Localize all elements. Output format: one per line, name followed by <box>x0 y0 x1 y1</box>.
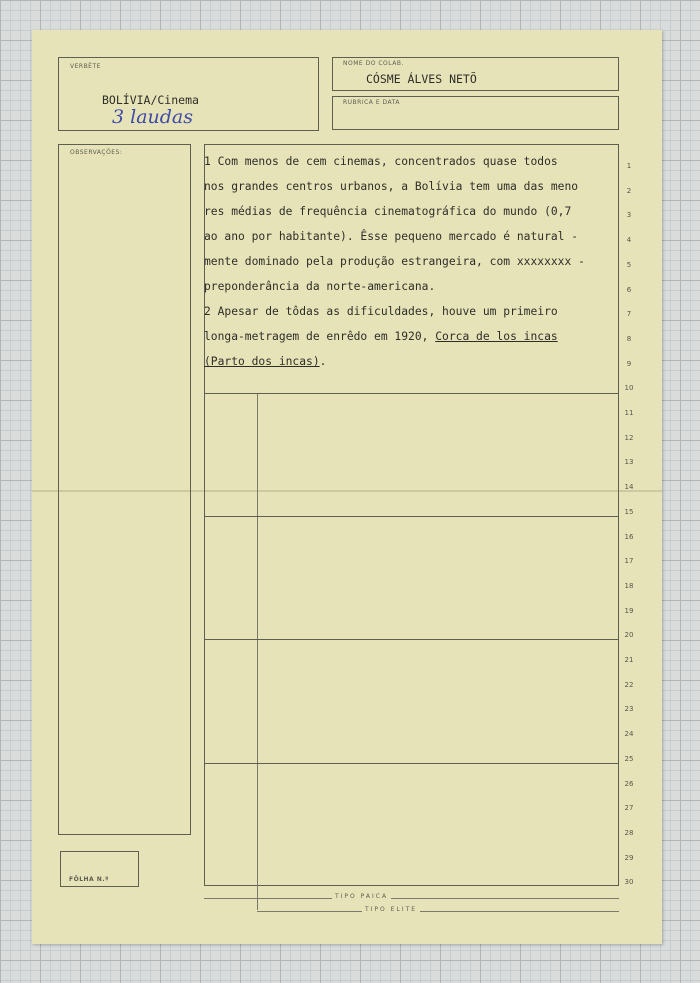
line-number: 17 <box>624 557 634 566</box>
verbete-label: VERBÊTE <box>70 63 101 70</box>
line-number: 7 <box>626 310 632 319</box>
line-number: 10 <box>624 384 634 393</box>
line-number: 12 <box>624 433 634 442</box>
line-number: 1 <box>626 162 632 170</box>
tipo-paica-label: TIPO PAICA <box>332 893 391 900</box>
text-line-6: preponderância da norte-americana. <box>204 280 436 293</box>
verbete-handwriting: 3 laudas <box>112 106 194 128</box>
section-divider-4 <box>204 763 619 764</box>
text-line-2: nos grandes centros urbanos, a Bolívia tem uma das meno <box>204 180 579 193</box>
line-number: 2 <box>626 186 632 195</box>
line-number: 24 <box>624 730 634 739</box>
line-number: 23 <box>624 705 634 714</box>
line-number: 20 <box>624 631 634 640</box>
text-line-5: mente dominado pela produção estrangeira, com xxxxxxxx - <box>204 255 585 268</box>
text-line-1: 1 Com menos de cem cinemas, concentrados quase todos <box>204 155 558 168</box>
author-label: NOME DO COLAB. <box>343 60 404 67</box>
film-title-translation: (Parto dos incas) <box>204 355 320 368</box>
text-line-9 <box>204 355 326 368</box>
tipo-paica-rule <box>204 898 619 899</box>
observacoes-box <box>58 144 191 835</box>
section-divider-1 <box>204 393 619 394</box>
author-value: CÓSME ÁLVES NETÕ <box>366 72 477 86</box>
line-number: 29 <box>624 853 634 862</box>
line-number: 3 <box>626 211 632 220</box>
observacoes-label: OBSERVAÇÕES: <box>70 149 123 156</box>
text-line-3: res médias de frequência cinematográfica do mundo (0,7 <box>204 205 572 218</box>
section-divider-2 <box>204 516 619 517</box>
verbete-value: BOLÍVIA/Cinema <box>102 93 199 107</box>
line-number: 14 <box>624 483 634 492</box>
folha-label: FÔLHA N.º <box>69 876 109 883</box>
section-divider-3 <box>204 639 619 640</box>
line-number: 16 <box>624 532 634 541</box>
tipo-elite-rule <box>257 911 619 912</box>
line-number: 22 <box>624 680 634 689</box>
rubrica-label: RUBRICA E DATA <box>343 99 400 106</box>
line-number: 11 <box>624 409 634 417</box>
text-line-4: ao ano por habitante). Êsse pequeno mercado é natural - <box>204 230 579 243</box>
line-number: 6 <box>626 285 632 294</box>
text-line-8 <box>204 330 558 343</box>
line-number: 18 <box>624 581 634 590</box>
text-line-7: 2 Apesar de tôdas as dificuldades, houve um primeiro <box>204 305 558 318</box>
line-number: 5 <box>626 260 632 269</box>
text-line-8-prefix: longa-metragem de enrêdo em 1920, <box>204 330 436 343</box>
line-number: 25 <box>624 754 634 763</box>
line-number: 19 <box>624 606 634 615</box>
film-title-original: Corca de los incas <box>435 330 558 343</box>
line-number: 13 <box>624 458 634 467</box>
line-number: 28 <box>624 828 634 837</box>
line-number: 30 <box>624 878 634 887</box>
line-number: 9 <box>626 359 632 368</box>
margin-guide <box>257 394 258 910</box>
line-number: 26 <box>624 779 634 788</box>
line-number: 4 <box>626 236 632 245</box>
line-number: 21 <box>624 656 634 664</box>
line-number: 15 <box>624 507 634 516</box>
text-line-9-suffix: . <box>319 355 327 368</box>
line-number: 8 <box>626 334 632 343</box>
tipo-elite-label: TIPO ELITE <box>362 906 420 913</box>
line-number: 27 <box>624 804 634 813</box>
